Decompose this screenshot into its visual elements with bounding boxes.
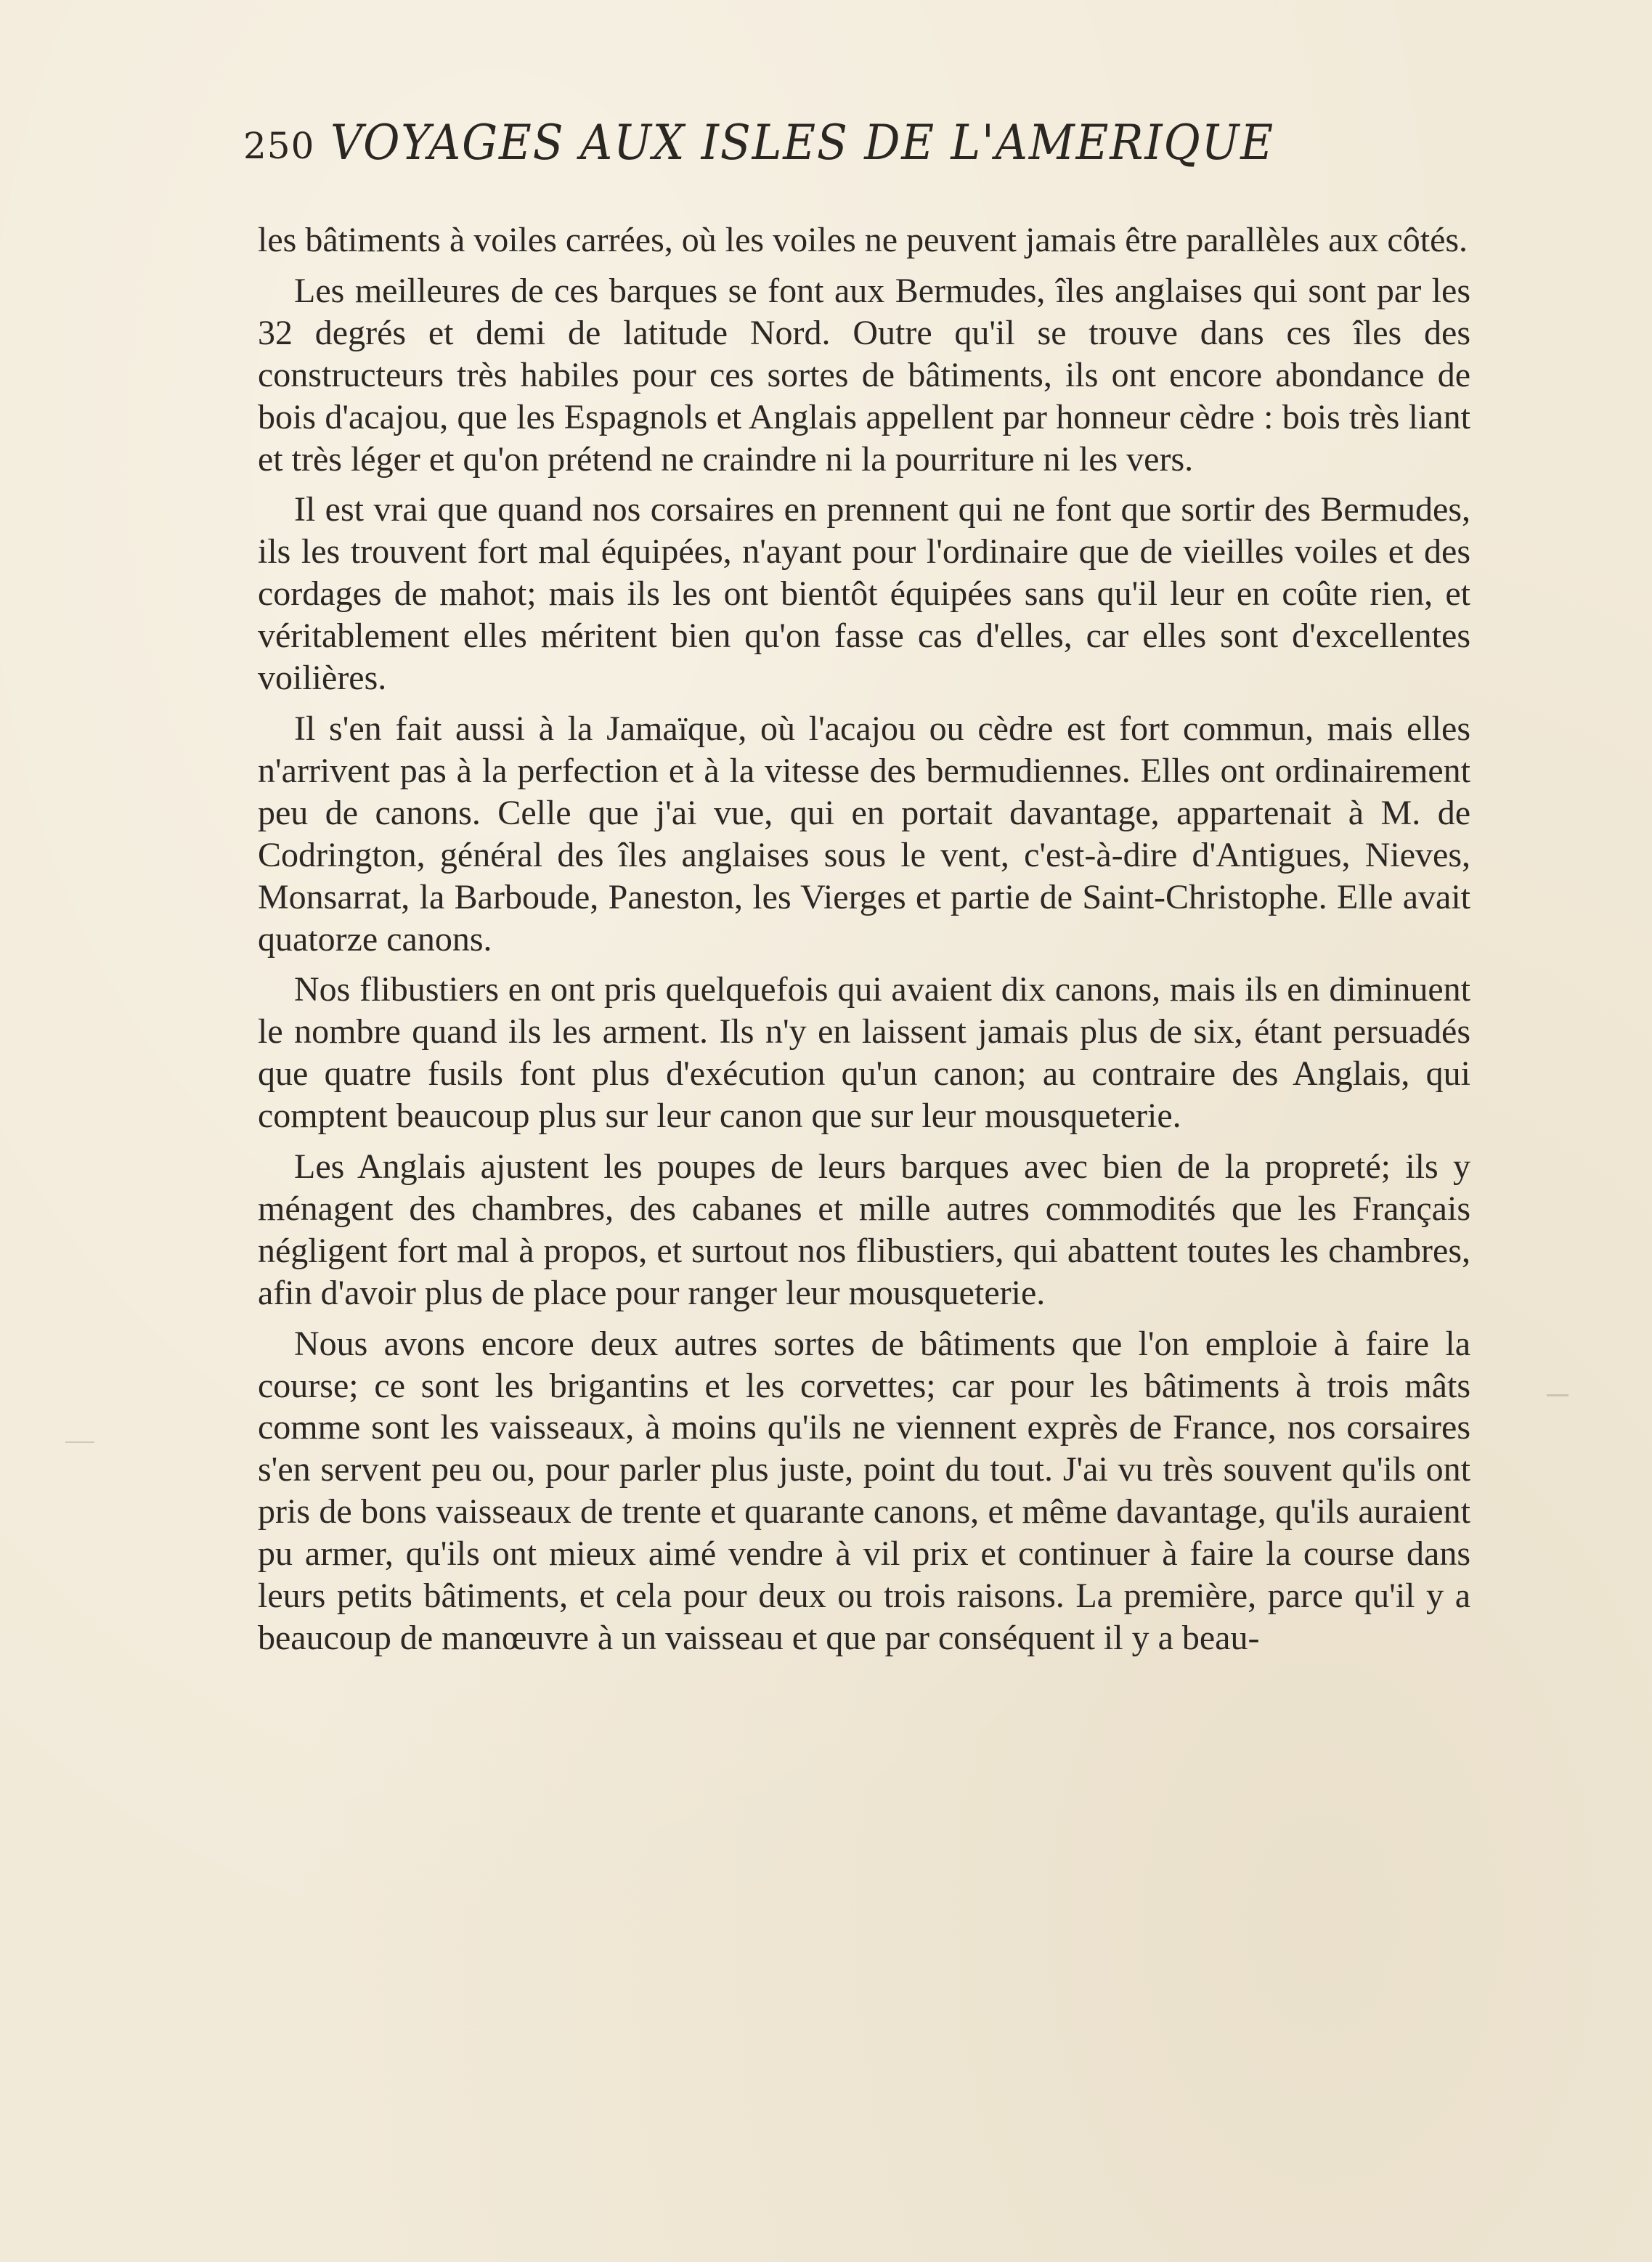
page-number: 250 bbox=[243, 125, 315, 167]
page-header bbox=[243, 109, 1420, 174]
paragraph-continued: les bâtiments à voiles carrées, où les voiles ne peuvent jamais être parallèles aux côtés. bbox=[258, 221, 1468, 259]
paragraph: Il est vrai que quand nos corsaires en prennent qui ne font que sortir des Bermudes, ils les trouvent fort mal équipées, n'ayant pour l'ordinaire que de vieilles voiles et des cordages de mahot; mais ils les ont bientôt équipées sans qu'il leur en coûte rien, et véritablement elles méritent bien qu'on fasse cas d'elles, car elles sont d'excellentes voilières. bbox=[258, 490, 1470, 698]
paragraph: Nous avons encore deux autres sortes de bâtiments que l'on emploie à faire la course; ce sont les brigantins et les corvettes; car pour les bâtiments à trois mâts comme sont les vaisseaux, à moins qu'ils ne viennent exprès de France, nos corsaires s'en servent peu ou, pour parler plus juste, point du tout. J'ai vu très souvent qu'ils ont pris de bons vaisseaux de trente et quarante canons, et même davantage, qu'ils auraient pu armer, qu'ils ont mieux aimé vendre à vil prix et continuer à faire la course dans leurs petits bâtiments, et cela pour deux ou trois raisons. La première, parce qu'il y a beaucoup de manœuvre à un vaisseau et que par conséquent il y a beau- bbox=[258, 1324, 1470, 1657]
paragraph: Les Anglais ajustent les poupes de leurs barques avec bien de la propreté; ils y ménagent des chambres, des cabanes et mille autres commodités que les Français négligent fort mal à propos, et surtout nos flibustiers, qui abattent toutes les chambres, afin d'avoir plus de place pour ranger leur mousqueterie. bbox=[258, 1147, 1470, 1312]
running-title: VOYAGES AUX ISLES DE L'AMERIQUE bbox=[330, 115, 1274, 171]
page-speck bbox=[1547, 1394, 1568, 1396]
paragraph: Nos flibustiers en ont pris quelquefois qui avaient dix canons, mais ils en diminuent le nombre quand ils les arment. Ils n'y en laissent jamais plus de six, étant persuadés que quatre fusils font plus d'exécution qu'un canon; au contraire des Anglais, qui comptent beaucoup plus sur leur canon que sur leur mousqueterie. bbox=[258, 970, 1470, 1136]
body-text bbox=[258, 219, 1470, 1668]
paragraph: Il s'en fait aussi à la Jamaïque, où l'acajou ou cèdre est fort commun, mais elles n'arrivent pas à la perfection et à la vitesse des bermudiennes. Elles ont ordinairement peu de canons. Celle que j'ai vue, qui en portait davantage, appartenait à M. de Codrington, général des îles anglaises sous le vent, c'est-à-dire d'Antigues, Nieves, Monsarrat, la Barboude, Paneston, les Vierges et partie de Saint-Christophe. Elle avait quatorze canons. bbox=[258, 709, 1470, 959]
page-speck bbox=[65, 1441, 94, 1443]
paragraph: Les meilleures de ces barques se font aux Bermudes, îles anglaises qui sont par les 32 degrés et demi de latitude Nord. Outre qu'il se trouve dans ces îles des constructeurs très habiles pour ces sortes de bâtiments, ils ont encore abondance de bois d'acajou, que les Espagnols et Anglais appellent par honneur cèdre : bois très liant et très léger et qu'on prétend ne craindre ni la pourriture ni les vers. bbox=[258, 271, 1470, 479]
